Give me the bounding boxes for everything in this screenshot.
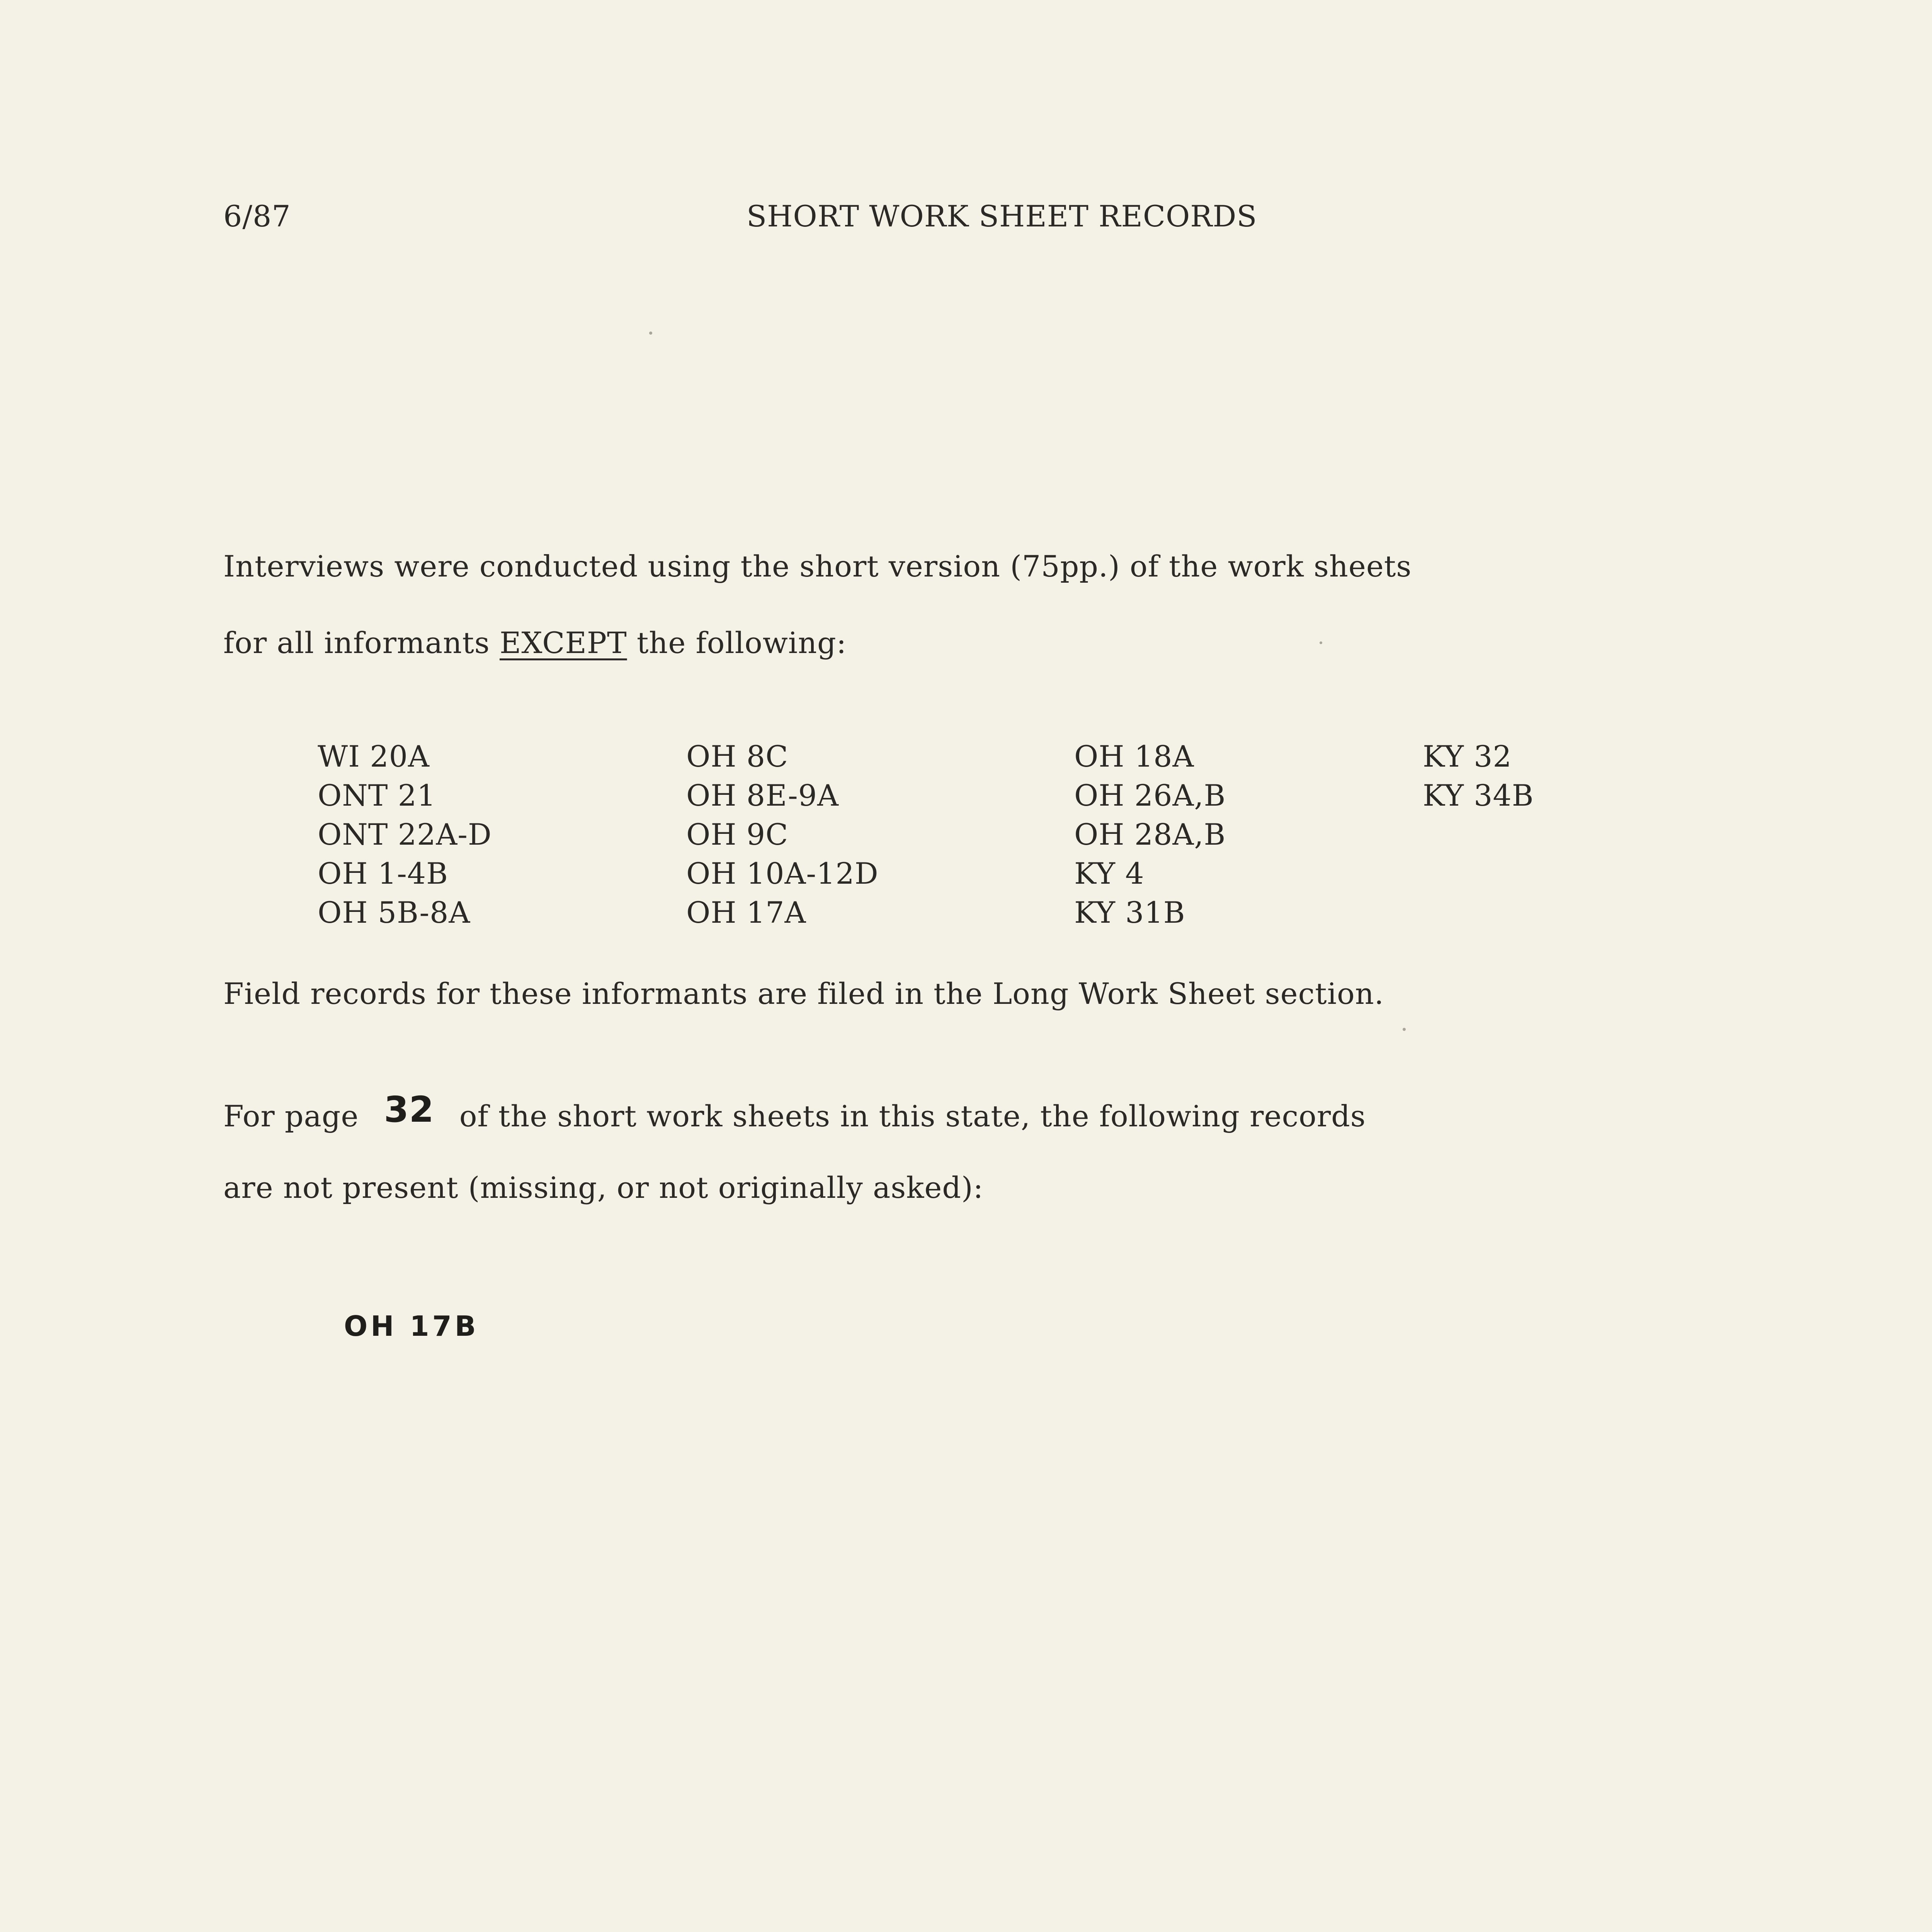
- exceptions-column-1: [318, 739, 492, 937]
- handwritten-missing-record: OH 17B: [344, 1310, 479, 1342]
- exception-item: OH 10A-12D: [686, 856, 879, 891]
- exception-item: KY 34B: [1423, 778, 1534, 813]
- exception-item: ONT 21: [318, 778, 436, 813]
- intro-line-2-start: for all informants: [223, 626, 500, 660]
- paper-speck: [1320, 641, 1322, 644]
- exception-item: OH 8C: [686, 739, 789, 774]
- exception-item: OH 18A: [1074, 739, 1194, 774]
- missing-line-1-start: For page: [223, 1099, 369, 1133]
- intro-line-1: Interviews were conducted using the short version (75pp.) of the work sheets: [223, 549, 1412, 583]
- missing-line-1: [223, 1089, 1366, 1133]
- handwritten-page-number: 32: [384, 1089, 434, 1130]
- header-title: SHORT WORK SHEET RECORDS: [747, 199, 1257, 233]
- exception-item: OH 28A,B: [1074, 817, 1226, 852]
- exception-item: OH 26A,B: [1074, 778, 1226, 813]
- header-date: 6/87: [223, 199, 291, 233]
- except-emphasis: EXCEPT: [499, 626, 627, 660]
- exceptions-column-2: [686, 739, 879, 937]
- missing-line-1-end: of the short work sheets in this state, the following records: [449, 1099, 1366, 1133]
- intro-line-2-end: the following:: [627, 626, 847, 660]
- exception-item: KY 31B: [1074, 895, 1185, 930]
- exceptions-column-3: [1074, 739, 1226, 937]
- field-records-note: Field records for these informants are filed in the Long Work Sheet section.: [223, 976, 1384, 1011]
- exception-item: ONT 22A-D: [318, 817, 492, 852]
- intro-line-2: [223, 628, 847, 658]
- missing-line-2: are not present (missing, or not originally asked):: [223, 1170, 984, 1205]
- exception-item: OH 5B-8A: [318, 895, 471, 930]
- exceptions-column-4: [1423, 739, 1534, 820]
- exception-item: OH 1-4B: [318, 856, 448, 891]
- exception-item: KY 32: [1423, 739, 1512, 774]
- exception-item: OH 17A: [686, 895, 806, 930]
- paper-speck: [649, 332, 652, 335]
- exception-item: OH 9C: [686, 817, 789, 852]
- paper-speck: [1403, 1028, 1406, 1031]
- exception-item: KY 4: [1074, 856, 1145, 891]
- exception-item: WI 20A: [318, 739, 430, 774]
- exception-item: OH 8E-9A: [686, 778, 839, 813]
